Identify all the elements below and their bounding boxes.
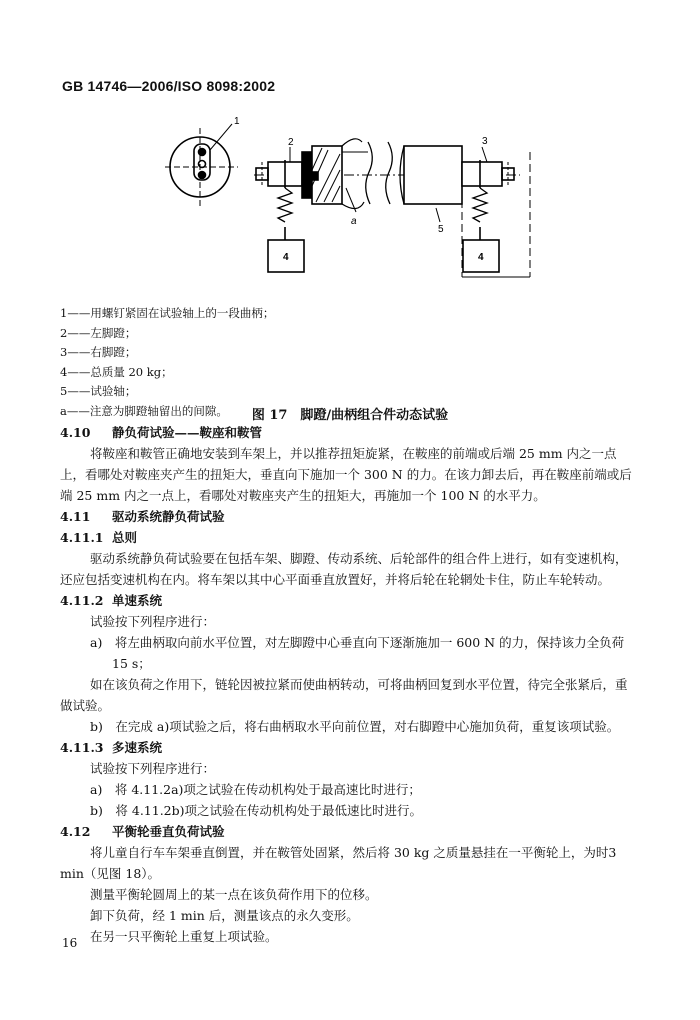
section-4-10 xyxy=(60,422,635,506)
legend-item: 4——总质量 20 kg； xyxy=(60,364,173,379)
label-5: 5 xyxy=(438,224,444,235)
left-spring xyxy=(278,188,292,222)
figure-17-diagram xyxy=(150,112,540,292)
paragraph: 试验按下列程序进行： xyxy=(90,614,216,629)
paragraph: 将儿童自行车车架垂直倒置，并在鞍管处固紧，然后将 30 kg 之质量悬挂在一平衡轮上，为时3 min（见图 18）。 xyxy=(60,845,617,881)
label-3: 3 xyxy=(482,136,488,147)
subsection-heading: 4.11.2 单速系统 xyxy=(60,593,163,608)
label-2: 2 xyxy=(288,137,294,148)
paragraph: 将鞍座和鞍管正确地安装到车架上，并以推荐扭矩旋紧，在鞍座的前端或后端 25 mm 内之一点上，看哪处对鞍座夹产生的扭矩大，垂直向下施加一个 300 N 的力。在该力卸去后，再在鞍座前端或后端 25 mm 内之一点上，看哪处对鞍座夹产生的扭矩大，再施加一个 100 N 的水平力。 xyxy=(60,446,632,503)
label-1: 1 xyxy=(234,116,240,127)
legend-item: 2——左脚蹬； xyxy=(60,325,137,340)
paragraph: 卸下负荷，经 1 min 后，测量该点的永久变形。 xyxy=(90,908,359,923)
paragraph: 驱动系统静负荷试验要在包括车架、脚蹬、传动系统、后轮部件的组合件上进行，如有变速机构，还应包括变速机构在内。将车架以其中心平面垂直放置好，并将后轮在轮辋处卡住，防止车轮转动。 xyxy=(60,551,628,587)
right-spring xyxy=(473,188,487,222)
legend-item: 5——试验轴； xyxy=(60,384,137,399)
test-shaft xyxy=(404,146,462,204)
label-4-right: 4 xyxy=(478,252,484,263)
label-4-left: 4 xyxy=(283,252,289,263)
legend-item: a——注意为脚蹬轴留出的间隙。 xyxy=(60,403,228,418)
list-item: b) 将 4.11.2b)项之试验在传动机构处于最低速比时进行。 xyxy=(90,803,423,818)
list-item: a) 将左曲柄取向前水平位置，对左脚蹬中心垂直向下逐渐施加一 600 N 的力，保持该力全负荷 15 s； xyxy=(90,635,625,671)
paragraph: 试验按下列程序进行： xyxy=(90,761,216,776)
section-4-11 xyxy=(60,506,635,947)
subsection-heading: 4.11.3 多速系统 xyxy=(60,740,163,755)
list-item: a) 将 4.11.2a)项之试验在传动机构处于最高速比时进行； xyxy=(90,782,421,797)
page-number: 16 xyxy=(62,936,78,950)
subsection-heading: 4.11.1 总则 xyxy=(60,530,138,545)
section-heading: 4.11 驱动系统静负荷试验 xyxy=(60,509,225,524)
list-item: b) 在完成 a)项试验之后，将右曲柄取水平向前位置，对右脚蹬中心施加负荷，重复该项试验。 xyxy=(90,719,620,734)
section-heading: 4.12 平衡轮垂直负荷试验 xyxy=(60,824,225,839)
label-a: a xyxy=(351,216,357,227)
legend-item: 3——右脚蹬； xyxy=(60,345,137,360)
legend-item: 1——用螺钉紧固在试验轴上的一段曲柄； xyxy=(60,306,275,320)
standard-header: GB 14746—2006/ISO 8098:2002 xyxy=(62,78,276,94)
section-heading: 4.10 静负荷试验——鞍座和鞍管 xyxy=(60,425,263,440)
figure-caption: 图 17 脚蹬/曲柄组合件动态试验 xyxy=(251,408,449,423)
paragraph: 如在该负荷之作用下，链轮因被拉紧而使曲柄转动，可将曲柄回复到水平位置，待完全张紧后，重做试验。 xyxy=(60,677,628,713)
paragraph: 测量平衡轮圆周上的某一点在该负荷作用下的位移。 xyxy=(90,887,378,902)
paragraph: 在另一只平衡轮上重复上项试验。 xyxy=(90,929,278,944)
